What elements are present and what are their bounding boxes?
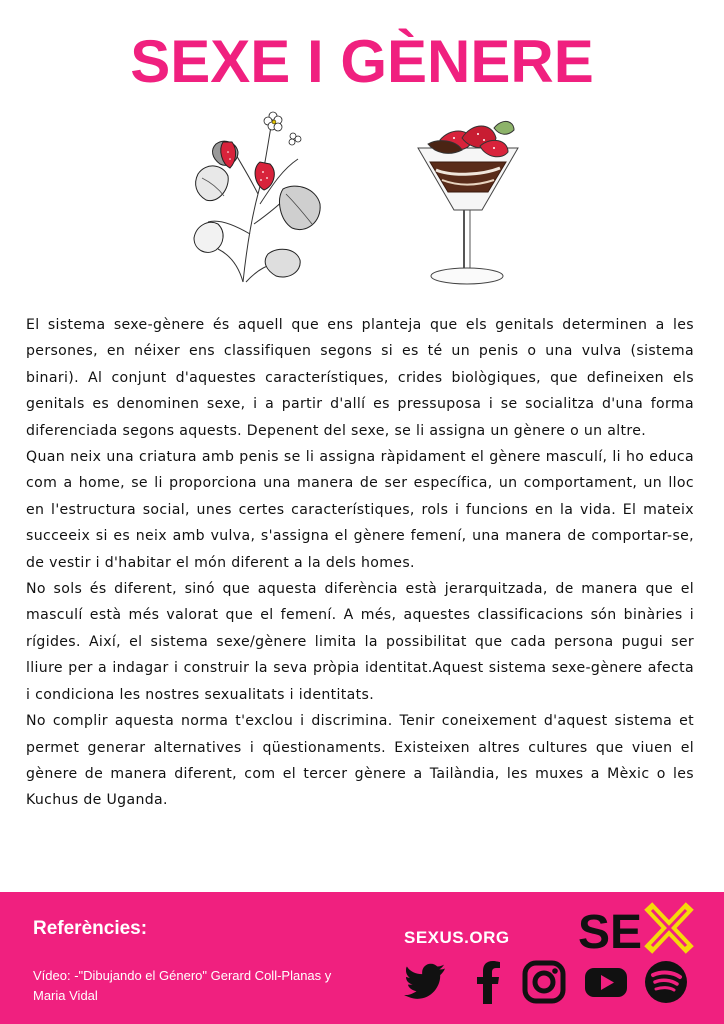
spotify-icon[interactable] <box>644 960 688 1004</box>
strawberry-dessert-cup-illustration <box>410 110 525 290</box>
svg-text:SE: SE <box>578 906 643 959</box>
references-title: Referències: <box>33 918 148 939</box>
youtube-icon[interactable] <box>584 960 628 1004</box>
facebook-icon[interactable] <box>466 960 510 1004</box>
strawberry-plant-illustration <box>188 104 328 284</box>
body-text <box>26 312 694 814</box>
social-icons <box>404 960 696 1006</box>
website-link[interactable]: SEXUS.ORG <box>404 928 510 947</box>
references-text: Vídeo: -"Dibujando el Género" Gerard Coll-Planas y Maria Vidal <box>33 968 332 1003</box>
paragraph-1: El sistema sexe-gènere és aquell que ens planteja que els genitals determinen a les persones, en néixer ens classifiquen segons si es té un penis o una vulva (sistema binari). Al conjunt d'aquestes característiques, crides biològiques, que defineixen els genitals es denominen sexe, i a partir d'allí es pressuposa i se socialitza d'una forma diferenciada segons aquests. Depenent del sexe, se li assigna un gènere o un altre. <box>26 317 694 439</box>
twitter-icon[interactable] <box>404 960 448 1004</box>
paragraph-3: No sols és diferent, sinó que aquesta diferència està jerarquitzada, de manera que el masculí està més valorat que el femení. A més, aquestes classificacions són binàries i rígides. Així, el sistema sexe/gènere limita la possibilitat que cada persona pugui ser lliure per a indagar i construir la seva pròpia identitat.Aquest sistema sexe-gènere afecta i condiciona les nostres sexualitats i identitats. <box>26 581 694 703</box>
paragraph-4: No complir aquesta norma t'exclou i discrimina. Tenir coneixement d'aquest sistema et permet generar alternatives i qüestionaments. Existeixen altres cultures que viuen el gènere de manera diferent, com el tercer gènere a Tailàndia, les muxes a Mèxic o les Kuchus de Uganda. <box>26 713 694 809</box>
paragraph-2: Quan neix una criatura amb penis se li assigna ràpidament el gènere masculí, li ho educa com a home, se li proporciona una manera de ser específica, un comportament, un lloc en l'estructura social, unes certes característiques, rols i funcions en la vida. El mateix succeeix si es neix amb vulva, s'assigna el gènere femení, una manera de comportar-se, de vestir i d'habitar el món diferent a la dels homes. <box>26 449 694 571</box>
instagram-icon[interactable] <box>522 960 566 1004</box>
page-title: SEXE I GÈNERE <box>130 28 594 95</box>
sexus-logo[interactable] <box>574 898 698 960</box>
